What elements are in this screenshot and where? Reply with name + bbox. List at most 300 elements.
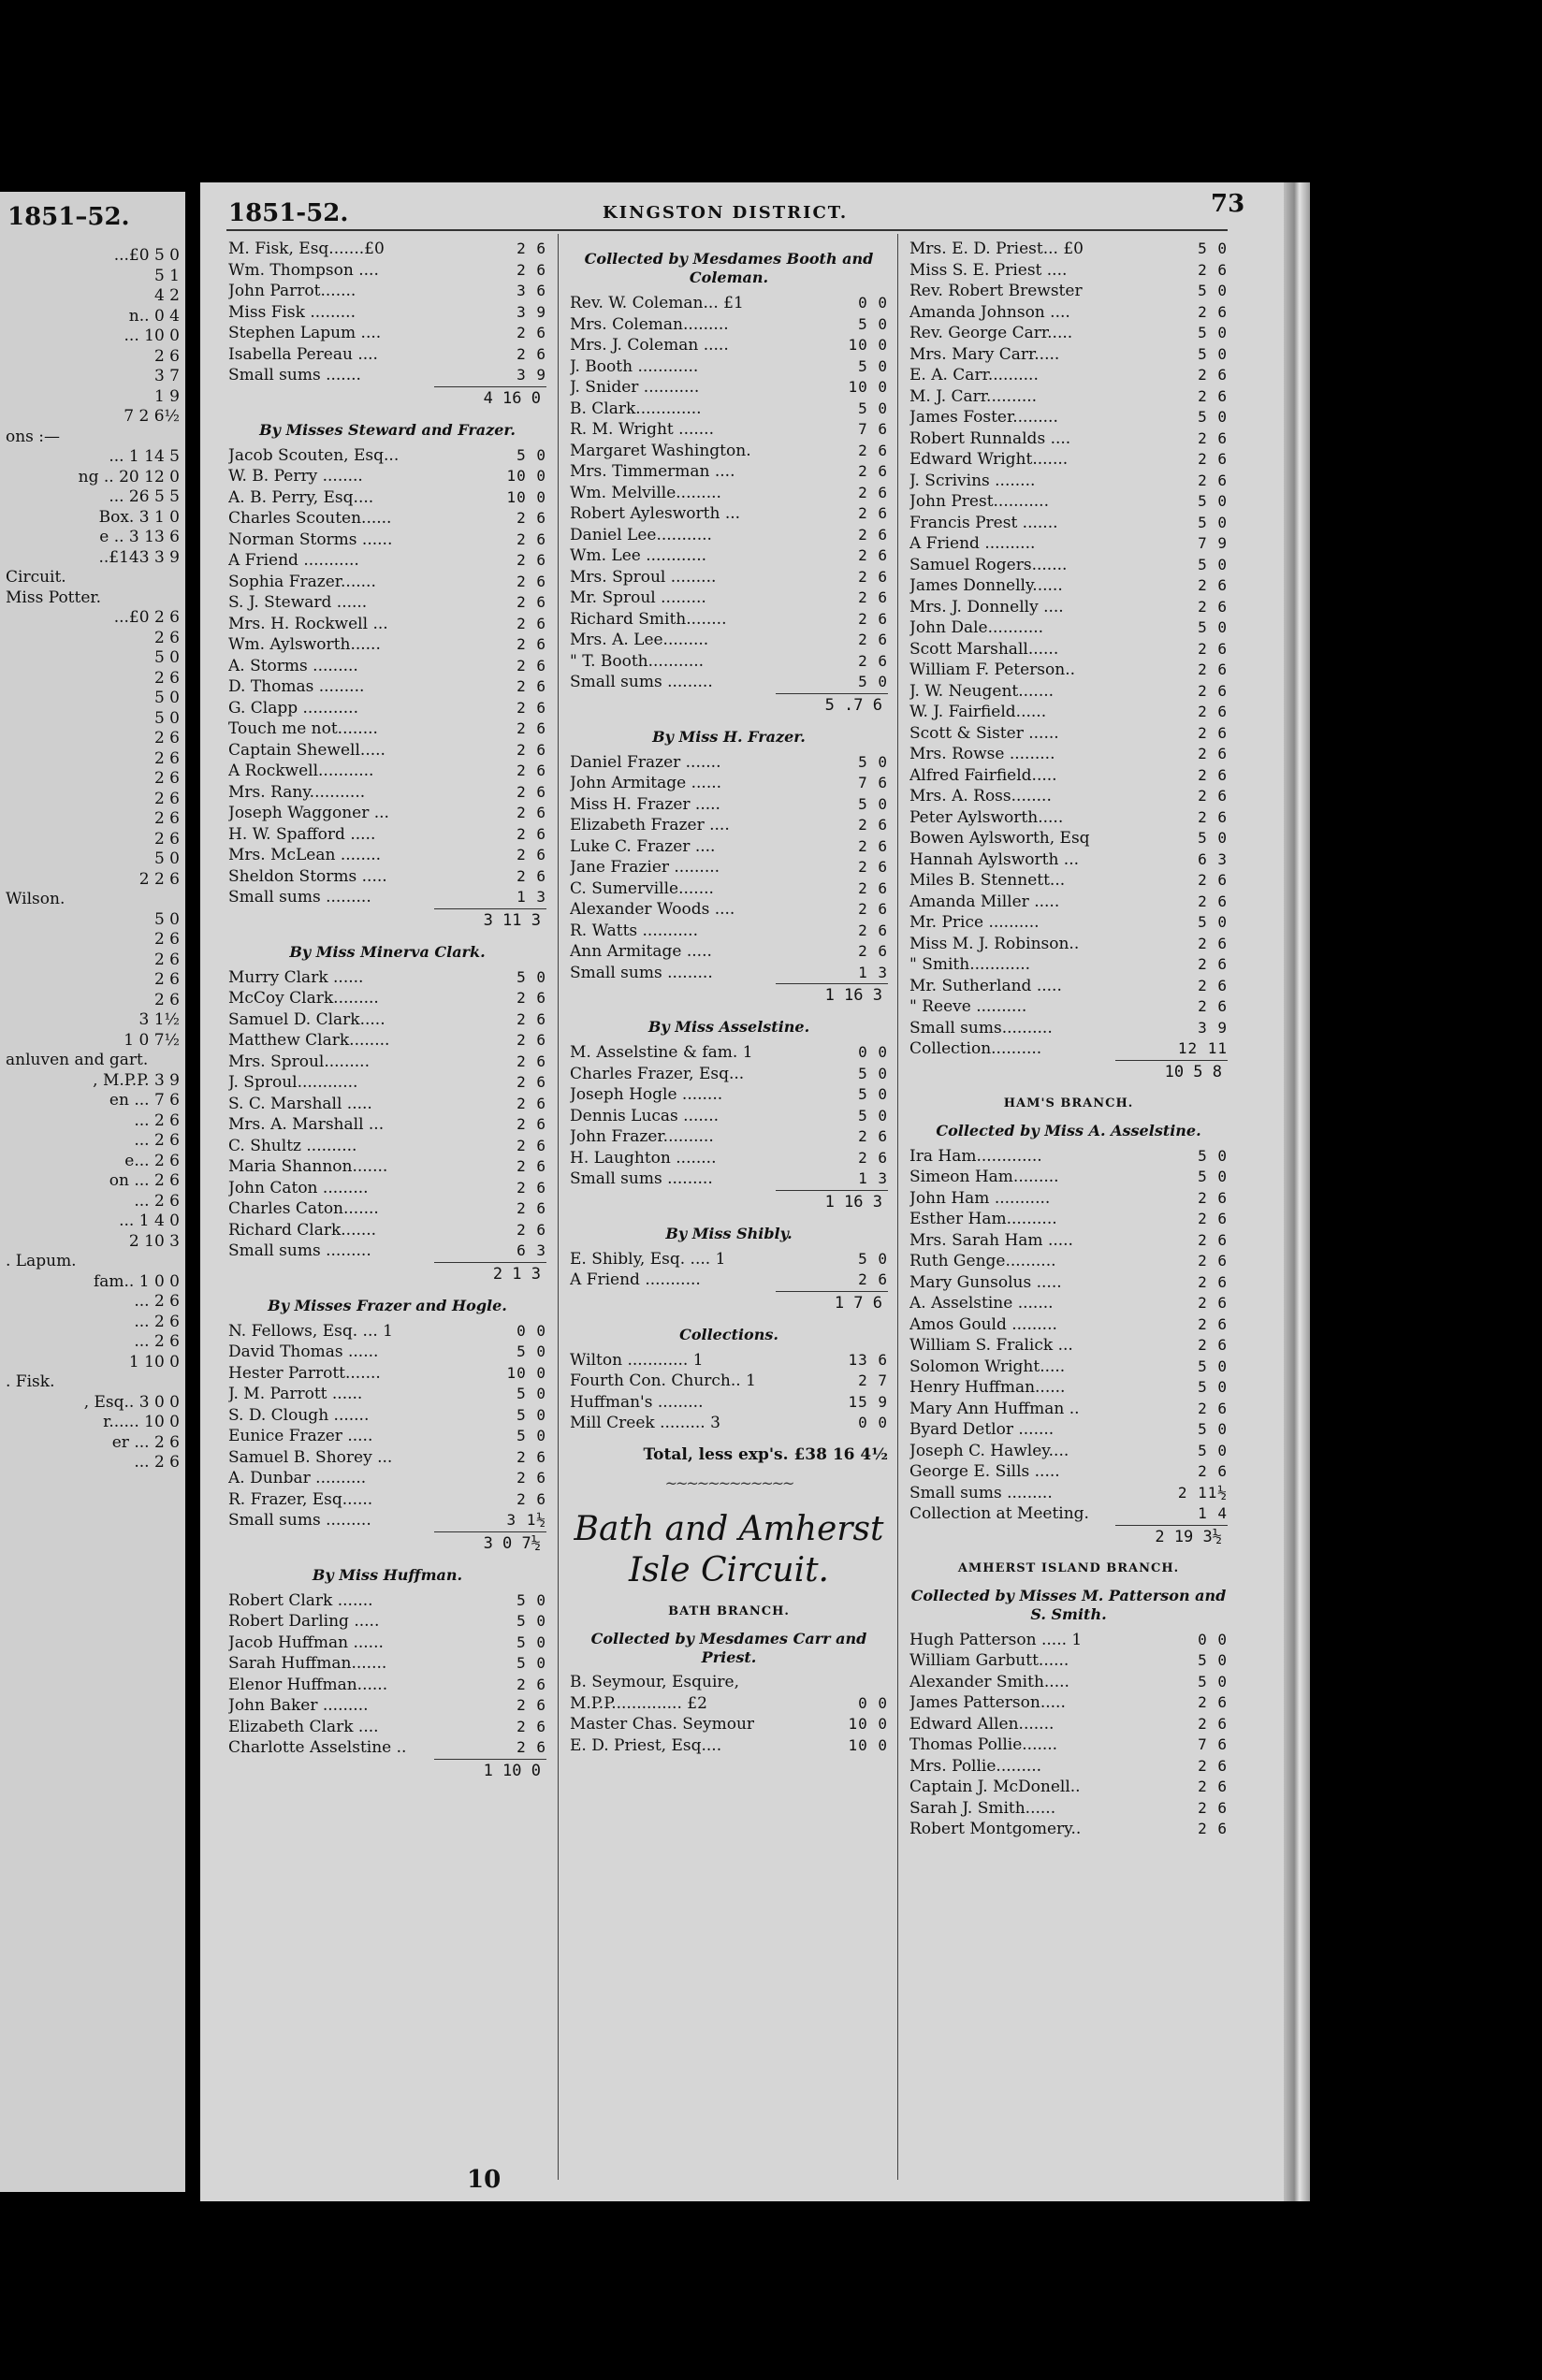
- donation-amount: 2 6: [516, 740, 546, 759]
- ledger-line: [570, 1064, 888, 1085]
- left-page-line: ... 1 14 5: [109, 447, 180, 466]
- donation-amount: 2 6: [858, 525, 888, 544]
- donor-name: Joseph C. Hawley....: [909, 1441, 1069, 1460]
- donor-name: Sarah J. Smith......: [909, 1798, 1056, 1818]
- donation-amount: 2 6: [1198, 807, 1228, 826]
- donor-name: B. Clark.............: [570, 399, 702, 418]
- ledger-line: [228, 824, 546, 846]
- donor-name: William Garbutt......: [909, 1651, 1069, 1670]
- donor-name: Rev. Robert Brewster: [909, 282, 1083, 300]
- donor-name: Ira Ham.............: [909, 1146, 1042, 1166]
- donor-name: John Caton .........: [228, 1178, 369, 1197]
- donation-amount: 2 6: [858, 567, 888, 586]
- donation-amount: 2 6: [516, 1738, 546, 1756]
- donor-name: A. Asselstine .......: [909, 1294, 1054, 1313]
- donation-amount: 10 0: [506, 487, 546, 506]
- book-edge: [1284, 182, 1310, 2201]
- donation-amount: 2 6: [1198, 681, 1228, 700]
- left-page-line: fam.. 1 0 0: [93, 1271, 180, 1291]
- donor-name: Mrs. H. Rockwell ...: [228, 614, 388, 633]
- donor-name: Robert Runnalds ....: [909, 428, 1071, 448]
- folio-number: 10: [467, 2166, 502, 2194]
- donation-amount: 2 6: [516, 656, 546, 675]
- donation-amount: 2 6: [516, 344, 546, 363]
- donation-amount: 2 6: [858, 921, 888, 939]
- left-page-line: 2 6: [153, 789, 180, 808]
- ledger-line: [909, 1819, 1228, 1840]
- ledger-line: [228, 572, 546, 593]
- donor-name: Wm. Melville.........: [570, 483, 721, 502]
- donor-name: J. Scrivins ........: [909, 471, 1036, 490]
- ledger-line: [228, 866, 546, 888]
- donation-amount: 0 0: [1198, 1630, 1228, 1648]
- donor-name: Alexander Woods ....: [570, 900, 735, 919]
- ledger-line: [570, 773, 888, 794]
- donation-amount: 2 6: [516, 324, 546, 341]
- collector-heading: Collected by Misses M. Patterson and S. Smith.: [910, 1586, 1227, 1623]
- donor-name: Charlotte Asselstine ..: [228, 1738, 407, 1757]
- donation-amount: 5 0: [516, 1612, 546, 1630]
- donation-amount: 5 0: [858, 314, 888, 333]
- ledger-line: [570, 293, 888, 314]
- ledger-line: [909, 1399, 1228, 1420]
- ledger-line: [228, 634, 546, 656]
- donor-name: Captain J. McDonell..: [909, 1778, 1081, 1796]
- ledger-line: [909, 1146, 1228, 1168]
- ledger-line: [909, 1419, 1228, 1441]
- ledger-line: [228, 1384, 546, 1405]
- collector-heading: Collected by Miss A. Asselstine.: [936, 1121, 1201, 1139]
- donation-amount: 2 6: [858, 546, 888, 564]
- donor-name: Charles Scouten......: [228, 509, 392, 528]
- left-page-line: en ... 7 6: [109, 1091, 180, 1110]
- left-page-line: ... 2 6: [134, 1292, 180, 1311]
- donor-name: Robert Clark .......: [228, 1590, 373, 1610]
- ledger-line: [909, 260, 1228, 282]
- ledger-line: [570, 1148, 888, 1169]
- donation-amount: 2 6: [858, 651, 888, 670]
- left-page-line: 2 6: [153, 668, 180, 688]
- donor-name: Solomon Wright.....: [909, 1357, 1066, 1376]
- donation-amount: 2 6: [516, 1052, 546, 1070]
- donation-amount: 2 6: [1198, 1230, 1228, 1249]
- donor-name: Miss H. Frazer .....: [570, 794, 720, 814]
- donor-name: Small sums..........: [909, 1018, 1053, 1038]
- donor-name: G. Clapp ...........: [228, 698, 358, 718]
- donation-amount: 2 6: [1198, 1820, 1228, 1837]
- donation-amount: 2 6: [516, 1675, 546, 1693]
- header-rule: [226, 229, 1228, 231]
- ledger-line: [228, 445, 546, 467]
- donor-name: Miss Fisk .........: [228, 302, 356, 322]
- left-page-line: , Esq.. 3 0 0: [83, 1392, 180, 1412]
- donor-name: Wm. Lee ............: [570, 546, 707, 565]
- ledger-line: [909, 1377, 1228, 1399]
- ledger-line: [570, 503, 888, 525]
- donation-amount: 2 6: [1198, 1756, 1228, 1775]
- ledger-line: [909, 870, 1228, 892]
- left-page-line: 2 6: [153, 990, 180, 1009]
- donor-name: Mrs. Sproul.........: [228, 1052, 370, 1071]
- donor-name: Mrs. J. Coleman .....: [570, 336, 729, 355]
- donation-amount: 2 6: [1198, 260, 1228, 279]
- donation-amount: 2 6: [516, 698, 546, 717]
- left-page-line: 2 6: [153, 930, 180, 949]
- donor-name: C. Shultz ..........: [228, 1136, 357, 1155]
- donation-amount: 5 0: [858, 399, 888, 417]
- ledger-line: [228, 1447, 546, 1469]
- donation-amount: 2 6: [1198, 892, 1228, 910]
- subtotal: 1 10 0: [434, 1759, 546, 1782]
- donor-name: Richard Clark.......: [228, 1220, 377, 1240]
- ledger-line: [570, 1270, 888, 1291]
- donation-amount: 6 3: [1198, 849, 1228, 868]
- ledger-line: [909, 597, 1228, 618]
- ledger-line: [228, 1321, 546, 1342]
- donation-amount: 2 6: [516, 614, 546, 632]
- ledger-line: [228, 1342, 546, 1363]
- donation-amount: 5 0: [858, 752, 888, 771]
- donation-amount: 5 0: [1198, 1146, 1228, 1165]
- ledger-line: [909, 639, 1228, 660]
- donor-name: Mary Ann Huffman ..: [909, 1399, 1080, 1418]
- ledger-line: [228, 656, 546, 677]
- donation-amount: 5 0: [1198, 513, 1228, 531]
- collector-heading: Collected by Mesdames Carr and Priest.: [590, 1630, 867, 1666]
- donation-amount: 2 6: [1198, 955, 1228, 973]
- donor-name: Stephen Lapum ....: [228, 324, 382, 342]
- ledger-line: [570, 441, 888, 462]
- donor-name: Daniel Lee...........: [570, 525, 712, 544]
- donor-name: Mr. Sproul .........: [570, 588, 706, 607]
- ledger-line: [228, 988, 546, 1009]
- ledger-line: [228, 1405, 546, 1427]
- ledger-line: [570, 1735, 888, 1757]
- donation-amount: 2 6: [1198, 428, 1228, 447]
- donor-name: H. Laughton ........: [570, 1148, 717, 1168]
- ledger-line: [570, 335, 888, 356]
- left-page-line: Miss Potter.: [6, 588, 102, 607]
- left-page-line: ...£0 2 6: [113, 608, 180, 627]
- ledger-line: [570, 419, 888, 441]
- donation-amount: 2 6: [516, 593, 546, 611]
- donation-amount: 2 6: [516, 572, 546, 590]
- donation-amount: 2 6: [516, 530, 546, 548]
- ledger-line: [909, 723, 1228, 745]
- subtotal: 3 0 7½: [434, 1531, 546, 1555]
- ledger-line: [570, 1371, 888, 1392]
- donation-amount: 2 6: [1198, 366, 1228, 384]
- donation-amount: 5 0: [858, 1249, 888, 1268]
- left-page-line: e .. 3 13 6: [99, 528, 180, 546]
- ledger-line: [228, 1363, 546, 1385]
- ledger-line: [909, 407, 1228, 428]
- donation-amount: 2 7: [858, 1371, 888, 1389]
- donor-name: M. Asselstine & fam. 1: [570, 1043, 753, 1062]
- left-page-line: 2 6: [153, 970, 180, 989]
- donor-name: Robert Montgomery..: [909, 1820, 1082, 1838]
- left-page-line: 2 6: [153, 748, 180, 768]
- left-page-line: on ... 2 6: [109, 1171, 180, 1190]
- left-page-line: ... 2 6: [134, 1453, 180, 1472]
- donation-amount: 2 6: [516, 1157, 546, 1175]
- donation-amount: 2 6: [1198, 1778, 1228, 1795]
- donor-name: Sarah Huffman.......: [228, 1654, 387, 1673]
- donor-name: Small sums .........: [228, 1511, 371, 1530]
- donation-amount: 2 6: [1198, 871, 1228, 889]
- collector-heading: By Miss Asselstine.: [647, 1018, 810, 1036]
- donation-amount: 0 0: [516, 1321, 546, 1340]
- donation-amount: 2 11½: [1177, 1483, 1228, 1502]
- ledger-line: [228, 323, 546, 344]
- ledger-line: [228, 1156, 546, 1178]
- donor-name: J. M. Parrott ......: [228, 1385, 363, 1403]
- donor-name: Mrs. Sproul .........: [570, 567, 717, 587]
- ledger-line: [909, 1357, 1228, 1378]
- donor-name: James Foster.........: [909, 408, 1058, 427]
- left-page-line: er ... 2 6: [111, 1432, 180, 1452]
- ledger-line: [909, 954, 1228, 976]
- ledger-line: [909, 1335, 1228, 1357]
- donor-name: A Rockwell...........: [228, 762, 374, 780]
- donation-amount: 0 0: [858, 1414, 888, 1431]
- left-page-line: 1 0 7½: [124, 1030, 180, 1050]
- donation-amount: 2 6: [516, 1178, 546, 1197]
- ledger-line: [570, 651, 888, 673]
- ledger-line: [570, 609, 888, 631]
- donation-amount: 7 9: [1198, 534, 1228, 552]
- donation-amount: 1 3: [516, 888, 546, 906]
- donor-name: Small sums .........: [228, 1241, 371, 1260]
- ledger-line: [228, 1198, 546, 1220]
- subtotal: 1 16 3: [776, 1190, 888, 1213]
- donation-amount: 2 6: [1198, 976, 1228, 994]
- collector-heading: By Miss H. Frazer.: [652, 727, 806, 746]
- left-page-line: 2 6: [153, 950, 180, 969]
- ledger-line: [570, 567, 888, 588]
- ledger-line: [570, 1042, 888, 1064]
- subtotal: 4 16 0: [434, 386, 546, 410]
- donation-amount: 2 6: [516, 1073, 546, 1091]
- donor-name: J. Booth ............: [570, 356, 699, 376]
- donation-amount: 10 0: [848, 378, 888, 396]
- ledger-line: [570, 1693, 888, 1715]
- ledger-line: [228, 1114, 546, 1136]
- donor-name: A. B. Perry, Esq....: [228, 487, 374, 507]
- collector-heading: By Misses Frazer and Hogle.: [268, 1296, 507, 1314]
- ledger-line: [570, 630, 888, 651]
- donor-name: " Smith............: [909, 955, 1031, 974]
- donation-amount: 5 0: [1198, 555, 1228, 573]
- donation-amount: 2 6: [1198, 639, 1228, 658]
- ledger-line: [570, 588, 888, 609]
- donor-name: Henry Huffman......: [909, 1378, 1066, 1397]
- donation-amount: 3 1½: [506, 1511, 546, 1529]
- left-page-line: ... 2 6: [134, 1131, 180, 1150]
- donor-name: Mrs. A. Ross........: [909, 787, 1052, 805]
- donation-amount: 2 6: [516, 1009, 546, 1028]
- donation-amount: 2 6: [516, 719, 546, 737]
- donation-amount: 5 0: [516, 1427, 546, 1444]
- ledger-line: [570, 1413, 888, 1434]
- ledger-line: [570, 857, 888, 878]
- ledger-line: [570, 836, 888, 858]
- left-page-line: ons :—: [6, 427, 61, 446]
- subtotal: 10 5 8: [1115, 1060, 1228, 1083]
- ledger-line: [909, 849, 1228, 871]
- donor-name: Mrs. Timmerman ....: [570, 462, 735, 481]
- ledger-line: [570, 899, 888, 921]
- left-page-line: Box. 3 1 0: [98, 507, 180, 527]
- donation-amount: 2 6: [1198, 1252, 1228, 1270]
- donation-amount: 12 11: [1177, 1039, 1228, 1057]
- ledger-line: [909, 1209, 1228, 1230]
- donation-amount: 2 6: [516, 1717, 546, 1735]
- ledger-line: [228, 845, 546, 866]
- ledger-line: [228, 1241, 546, 1262]
- donation-amount: 2 6: [858, 816, 888, 834]
- ledger-line: [570, 941, 888, 963]
- ledger-line: [570, 1392, 888, 1414]
- ledger-line: [570, 314, 888, 336]
- donor-name: D. Thomas .........: [228, 677, 365, 696]
- ledger-line: [909, 1251, 1228, 1272]
- ledger-line: [570, 794, 888, 816]
- ledger-line: [228, 1611, 546, 1633]
- donor-name: Dennis Lucas .......: [570, 1106, 720, 1125]
- donation-amount: 2 6: [516, 239, 546, 257]
- ledger-line: [909, 1272, 1228, 1294]
- donor-name: R. M. Wright .......: [570, 420, 714, 439]
- donor-name: Bowen Aylsworth, Esq: [909, 829, 1090, 848]
- donor-name: Joseph Hogle ........: [570, 1085, 723, 1104]
- donation-amount: 1 3: [858, 1169, 888, 1187]
- donor-name: Small sums .........: [228, 888, 371, 907]
- donation-amount: 2 6: [858, 900, 888, 918]
- donation-amount: 3 9: [516, 302, 546, 321]
- donation-amount: 15 9: [848, 1392, 888, 1411]
- collector-heading: By Miss Minerva Clark.: [289, 942, 486, 961]
- ledger-line: [228, 1489, 546, 1511]
- donor-name: Charles Frazer, Esq...: [570, 1064, 745, 1083]
- ledger-line: [909, 892, 1228, 913]
- donation-amount: 2 6: [516, 989, 546, 1007]
- donation-amount: 2 6: [858, 942, 888, 960]
- donor-name: John Armitage ......: [570, 774, 722, 792]
- donation-amount: 2 6: [516, 846, 546, 863]
- left-page-line: e... 2 6: [124, 1151, 180, 1170]
- donation-amount: 7 6: [858, 420, 888, 438]
- donation-amount: 5 0: [1198, 282, 1228, 299]
- ledger-line: [909, 617, 1228, 639]
- left-page-line: Circuit.: [6, 568, 66, 587]
- donation-amount: 5 0: [1198, 239, 1228, 257]
- donor-name: Huffman's .........: [570, 1392, 704, 1412]
- donor-name: Amos Gould .........: [909, 1314, 1057, 1334]
- donor-name: Mrs. A. Marshall ...: [228, 1115, 385, 1134]
- donation-amount: 0 0: [858, 294, 888, 312]
- left-page-line: n.. 0 4: [128, 306, 180, 326]
- donor-name: Wilton ............ 1: [570, 1350, 704, 1370]
- ledger-line: [570, 1106, 888, 1127]
- ledger-line: [909, 1018, 1228, 1039]
- branch-heading: BATH BRANCH.: [668, 1604, 790, 1618]
- ledger-line: [909, 1692, 1228, 1714]
- left-page-line: 1 9: [153, 386, 180, 406]
- donor-name: Hugh Patterson ..... 1: [909, 1630, 1083, 1649]
- left-page-line: ..£143 3 9: [98, 547, 180, 567]
- ledger-line: [228, 239, 546, 260]
- donation-amount: 2 6: [1198, 1188, 1228, 1207]
- ledger-line: [228, 1426, 546, 1447]
- donor-name: H. W. Spafford .....: [228, 824, 376, 844]
- ledger-line: [909, 828, 1228, 849]
- ledger-line: [228, 302, 546, 324]
- ledger-line: [570, 399, 888, 420]
- ledger-line: [909, 912, 1228, 934]
- collector-heading: Collected by Mesdames Booth and Coleman.: [584, 250, 874, 286]
- collector-heading: By Miss Huffman.: [312, 1565, 463, 1584]
- ledger-line: [228, 1468, 546, 1489]
- ledger-line: [228, 718, 546, 740]
- donation-amount: 10 0: [506, 467, 546, 485]
- ledger-line: [909, 513, 1228, 534]
- donation-amount: 2 6: [516, 260, 546, 279]
- donor-name: Sophia Frazer.......: [228, 572, 376, 591]
- subtotal: 1 7 6: [776, 1291, 888, 1314]
- donation-amount: 5 0: [516, 1633, 546, 1651]
- ledger-line: [570, 1084, 888, 1106]
- ledger-line: [228, 1072, 546, 1094]
- ledger-line: [909, 660, 1228, 681]
- donor-name: S. C. Marshall .....: [228, 1094, 372, 1113]
- donor-name: E. D. Priest, Esq....: [570, 1735, 722, 1755]
- donation-amount: 2 6: [858, 1270, 888, 1288]
- left-running-head: 1851–52.: [7, 203, 130, 231]
- donor-name: Amanda Johnson ....: [909, 302, 1070, 322]
- ledger-line: [228, 260, 546, 282]
- left-page-line: Wilson.: [6, 890, 65, 908]
- ledger-line: [909, 1714, 1228, 1735]
- ledger-line: [909, 934, 1228, 955]
- ledger-line: [228, 281, 546, 302]
- donor-name: A Friend ..........: [909, 534, 1036, 553]
- donation-amount: 2 6: [516, 1115, 546, 1133]
- ledger-line: [228, 508, 546, 530]
- ledger-line: [228, 1510, 546, 1531]
- donor-name: E. A. Carr..........: [909, 366, 1039, 385]
- ledger-line: [909, 1188, 1228, 1210]
- ledger-line: [228, 1094, 546, 1115]
- ledger-line: [909, 1798, 1228, 1820]
- donor-name: A. Storms .........: [228, 656, 358, 675]
- left-page-line: ... 1 4 0: [119, 1212, 180, 1230]
- donation-amount: 2 6: [858, 878, 888, 897]
- donation-amount: 5 0: [858, 1085, 888, 1103]
- ledger-line: [228, 1009, 546, 1031]
- ledger-line: [909, 702, 1228, 723]
- ledger-line: [228, 887, 546, 908]
- donation-amount: 2 6: [1198, 1798, 1228, 1817]
- donor-name: Small sums .......: [228, 366, 361, 385]
- donation-amount: 2 6: [1198, 1714, 1228, 1733]
- ledger-line: [228, 1136, 546, 1157]
- left-page-line: 3 7: [153, 367, 180, 385]
- donation-amount: 2 6: [516, 866, 546, 885]
- donor-name: Small sums .........: [570, 963, 713, 982]
- donation-amount: 2 6: [858, 858, 888, 876]
- donation-amount: 3 6: [516, 282, 546, 299]
